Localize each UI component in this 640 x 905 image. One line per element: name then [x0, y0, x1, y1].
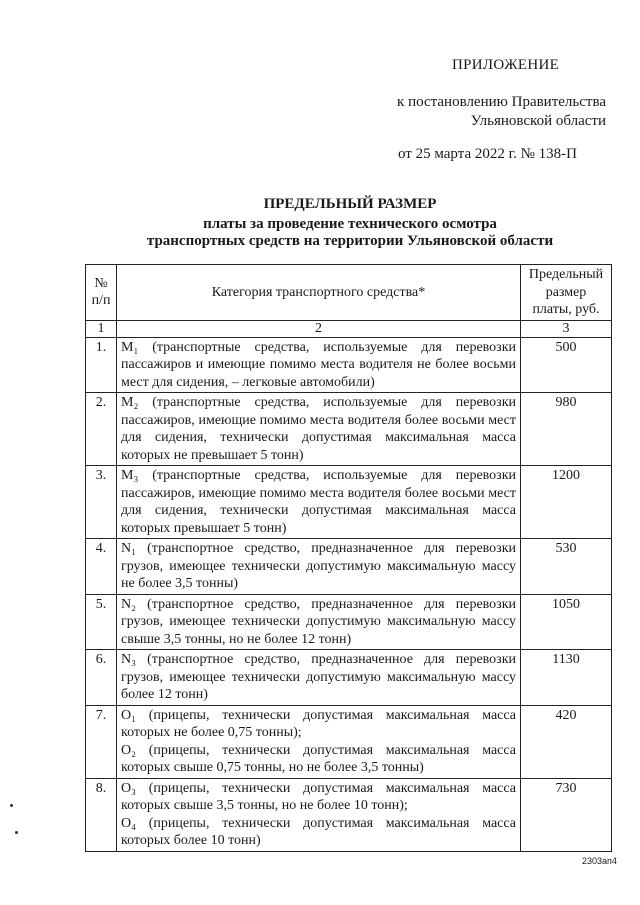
- reference-line-1: к постановлению Правительства: [397, 94, 606, 110]
- col-header-num: № п/п: [86, 265, 117, 321]
- category-description: M₁ (транспортные средства, используемые для перевозки пассажиров и имеющие помимо места водителя не более восьми мест для сидения, – легковые автомобили): [121, 339, 516, 390]
- category-description: O₂ (прицепы, технически допустимая максимальная масса которых свыше 0,75 тонны, но не более 3,5 тонны): [121, 742, 516, 775]
- category-description: N₃ (транспортное средство, предназначенное для перевозки грузов, имеющее технически допустимую максимальную массу более 12 тонн): [121, 652, 516, 702]
- table-row: [86, 393, 612, 466]
- row-number: 2.: [86, 393, 117, 466]
- row-number: 8.: [86, 778, 117, 851]
- table-row: [86, 466, 612, 539]
- col-number-3: 3: [521, 320, 612, 337]
- category-description: O₄ (прицепы, технически допустимая максимальная масса которых более 10 тонн): [121, 815, 516, 848]
- scan-speck: [10, 804, 13, 807]
- category-description: M₂ (транспортные средства, используемые для перевозки пассажиров, имеющие помимо места водителя более восьми мест для сидения, технически допустимая максимальная масса которых не превышает 5 тонн): [121, 395, 516, 463]
- col-header-category: Категория транспортного средства*: [117, 265, 521, 321]
- category-description: N₂ (транспортное средство, предназначенное для перевозки грузов, имеющее технически допустимую максимальную массу свыше 3,5 тонны, но не более 12 тонн): [121, 596, 516, 647]
- document-subtitle-line-2: транспортных средств на территории Ульяновской области: [146, 233, 554, 249]
- row-number: 5.: [86, 594, 117, 650]
- table-row: [86, 594, 612, 650]
- fee-value: 420: [521, 705, 612, 778]
- table-row: [86, 650, 612, 706]
- appendix-label: ПРИЛОЖЕНИЕ: [452, 57, 560, 73]
- vehicle-category: [117, 778, 521, 851]
- category-description: O₁ (прицепы, технически допустимая максимальная масса которых не более 0,75 тонны);: [121, 707, 516, 740]
- vehicle-category: [117, 705, 521, 778]
- col-header-fee: Предельный размер платы, руб.: [521, 265, 612, 321]
- table-row: [86, 539, 612, 595]
- fee-value: 1130: [521, 650, 612, 706]
- vehicle-category: [117, 337, 521, 393]
- table-row: [86, 337, 612, 393]
- document-title: ПРЕДЕЛЬНЫЙ РАЗМЕР: [263, 196, 437, 212]
- category-description: M₃ (транспортные средства, используемые для перевозки пассажиров, имеющие помимо места водителя более восьми мест для сидения, технически допустимая максимальная масса которых превышает 5 тонн): [121, 468, 516, 536]
- row-number: 7.: [86, 705, 117, 778]
- col-number-1: 1: [86, 320, 117, 337]
- fee-value: 730: [521, 778, 612, 851]
- fee-value: 530: [521, 539, 612, 595]
- col-number-2: 2: [117, 320, 521, 337]
- reference-line-2: Ульяновской области: [470, 113, 606, 129]
- resolution-date: от 25 марта 2022 г. № 138-П: [398, 146, 577, 162]
- fee-value: 500: [521, 337, 612, 393]
- document-subtitle-line-1: платы за проведение технического осмотра: [203, 216, 497, 232]
- row-number: 4.: [86, 539, 117, 595]
- vehicle-category: [117, 594, 521, 650]
- fee-value: 980: [521, 393, 612, 466]
- table-row: [86, 778, 612, 851]
- vehicle-category: [117, 466, 521, 539]
- document-stamp: 2303ап4: [582, 856, 617, 866]
- fee-value: 1050: [521, 594, 612, 650]
- scan-speck: [15, 831, 18, 834]
- vehicle-category: [117, 539, 521, 595]
- vehicle-category: [117, 650, 521, 706]
- row-number: 6.: [86, 650, 117, 706]
- appendix-reference: [384, 93, 606, 131]
- row-number: 3.: [86, 466, 117, 539]
- fee-value: 1200: [521, 466, 612, 539]
- table-row: [86, 705, 612, 778]
- category-description: N₁ (транспортное средство, предназначенное для перевозки грузов, имеющее технически допустимую максимальную массу не более 3,5 тонны): [121, 541, 516, 591]
- category-description: O₃ (прицепы, технически допустимая максимальная масса которых свыше 3,5 тонны, но не более 10 тонн);: [121, 780, 516, 813]
- row-number: 1.: [86, 337, 117, 393]
- fee-table: [85, 264, 612, 852]
- vehicle-category: [117, 393, 521, 466]
